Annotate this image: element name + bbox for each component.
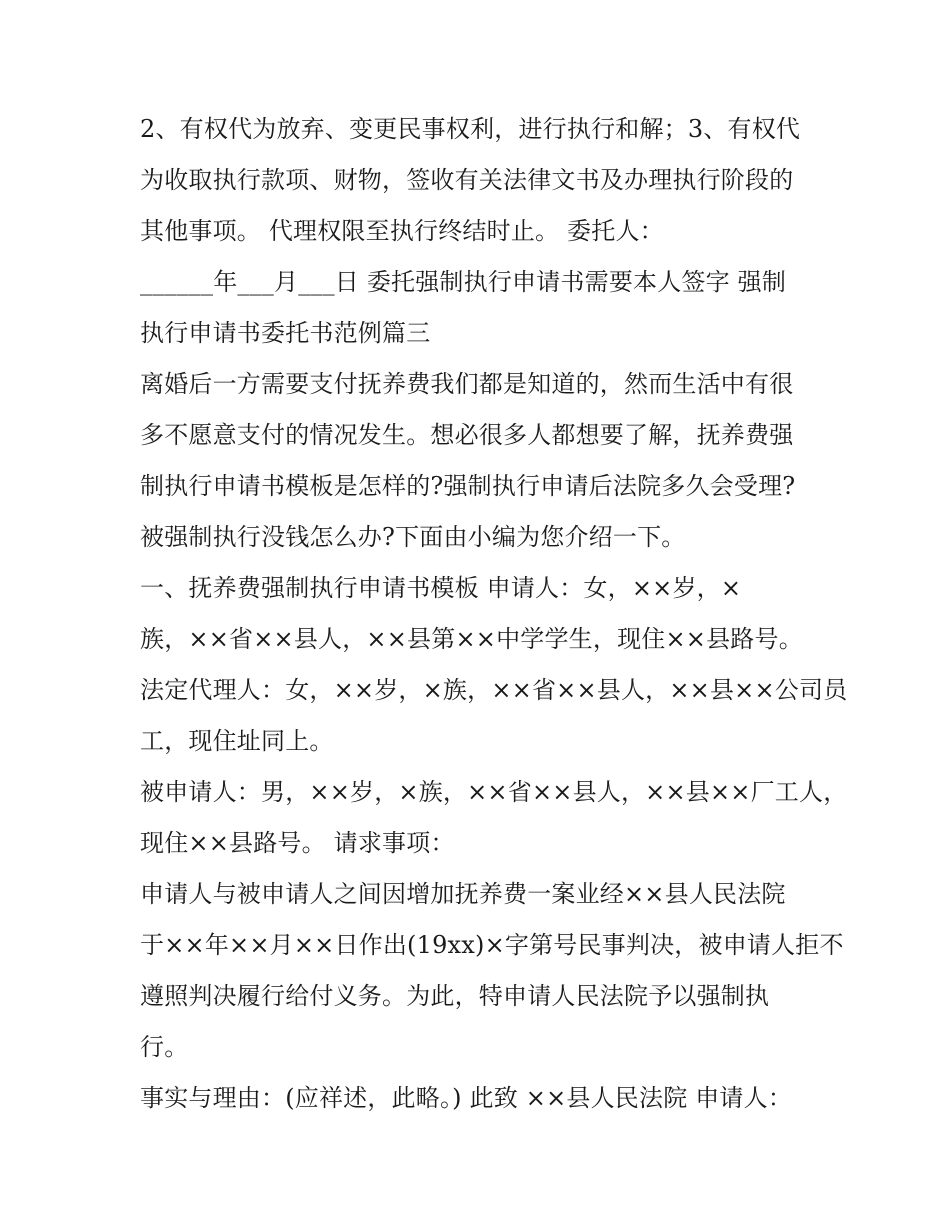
text-line: 离婚后一方需要支付抚养费我们都是知道的，然而生活中有很 <box>140 370 794 398</box>
text-line: 被强制执行没钱怎么办?下面由小编为您介绍一下。 <box>140 523 686 551</box>
text-line: 行。 <box>140 1033 189 1061</box>
text-line: 执行申请书委托书范例篇三 <box>140 319 431 347</box>
text-line: 被申请人：男，××岁，×族，××省××县人，××县××厂工人， <box>140 778 848 806</box>
text-line: 事实与理由：(应祥述，此略。) 此致 ××县人民法院 申请人： <box>140 1084 793 1112</box>
text-line: 现住××县路号。 请求事项： <box>140 829 455 857</box>
text-line: 族，××省××县人，××县第××中学学生，现住××县路号。 <box>140 625 803 653</box>
text-line: 制执行申请书模板是怎样的?强制执行申请后法院多久会受理? <box>140 472 796 500</box>
text-line: 工，现住址同上。 <box>140 727 334 755</box>
text-line: 申请人与被申请人之间因增加抚养费一案业经××县人民法院 <box>140 880 786 908</box>
text-line: 一、抚养费强制执行申请书模板 申请人：女，××岁，× <box>140 574 742 602</box>
text-line: 法定代理人：女，××岁，×族，××省××县人，××县××公司员 <box>140 676 848 704</box>
document-page <box>140 104 848 1124</box>
text-line: 其他事项。 代理权限至执行终结时止。 委托人： <box>140 217 664 245</box>
text-line: 多不愿意支付的情况发生。想必很多人都想要了解，抚养费强 <box>140 421 794 449</box>
text-line: 为收取执行款项、财物，签收有关法律文书及办理执行阶段的 <box>140 166 794 194</box>
text-line: 2、有权代为放弃、变更民事权利，进行执行和解；3、有权代 <box>140 115 801 143</box>
text-line: ______年___月___日 委托强制执行申请书需要本人签字 强制 <box>140 268 787 296</box>
text-line: 遵照判决履行给付义务。为此，特申请人民法院予以强制执 <box>140 982 770 1010</box>
text-line: 于××年××月××日作出(19xx)×字第号民事判决，被申请人拒不 <box>140 931 844 959</box>
